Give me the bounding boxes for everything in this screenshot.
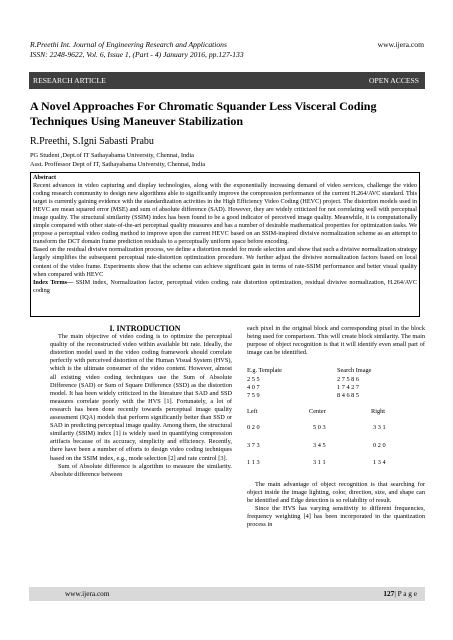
table-cell: 0 2 0 xyxy=(373,441,386,449)
journal-name: R.Preethi Int. Journal of Engineering Research and Applications xyxy=(30,40,227,49)
abstract-box xyxy=(30,172,420,317)
page-number-value: 127 xyxy=(383,589,395,598)
table-cell: 3 1 1 xyxy=(313,458,326,466)
intro-paragraph-2: Sum of Absolute difference is algorithm to measure the similarity. Absolute difference between xyxy=(50,462,232,478)
table-row xyxy=(247,442,425,450)
intro-paragraph-1: The main objective of video coding is to optimize the perceptual quality of the reconstructed video within available bit rate. Ideally, the distortion model used in the video coding framework should correlate perfectly with perceived distortion of the Human Visual System (HVS), which is the ultimate consumer of the video content. However, almost all existing video coding techniques use the Sum of Absolute Difference (SAD) or Sum of Square Difference (SSD) as the distortion model. It has been widely criticized in the literature that SAD and SSD measures correlate poorly with the HVS [1]. Fortunately, a lot of research has been done recently towards perceptual image quality assessment (IQA) models that perform significantly better than SSD or SAD in predicting perceptual image quality. Among them, the structural similarity (SSIM) index [1] is widely used in quantifying compression artifacts because of its accuracy, simplicity and efficiency. Recently, there have been a number of efforts to design video coding techniques based on the SSIM index, e.g., mode selection [2] and rate control [3]. xyxy=(50,333,232,462)
left-column xyxy=(50,325,232,479)
table-cell: 5 0 3 xyxy=(313,424,326,432)
table-cell: 2 5 5 xyxy=(247,375,260,383)
affiliations xyxy=(30,151,205,169)
authors: R.Preethi, S.Igni Sabasti Prabu xyxy=(30,136,154,147)
table-row xyxy=(247,459,425,467)
affiliation-2: Asst. Proffessor Dept of IT, Sathayabama University, Chennai, India xyxy=(30,161,206,168)
label-right: Right xyxy=(371,408,385,416)
table-cell: 4 0 7 xyxy=(247,383,260,391)
article-banner xyxy=(29,72,425,89)
issn-line: ISSN: 2248-9622, Vol. 6, Issue 1, (Part - 4) January 2016, pp.127-133 xyxy=(30,50,244,59)
index-terms xyxy=(33,279,417,295)
intro-paragraph-3: each pixel in the original block and corresponding pixel in the block being used for comparison. This will create block similarity. The main purpose of object recognition is that it will identify even small part of image can be identified. xyxy=(247,325,425,357)
table-row xyxy=(247,384,425,392)
running-header xyxy=(30,40,424,60)
abstract-paragraph-1: Recent advances in video capturing and display technologies, along with the exponentially increasing demand of video services, challenge the video coding research community to design new algorithms able to significantly improve the compression performance of the current H.264/AVC standard. This target is currently gaining evidence with the standardization activities in the High Efficiency Video Coding (HEVC) project. The distortion models used in HEVC are mean squared error (MSE) and sum of absolute difference (SAD). However, they are widely criticized for not correlating well with perceptual image quality. The structural similarity (SSIM) index has been found to be a good indicator of perceived image quality. Meanwhile, it is computationally simple compared with other state-of-the-art perceptual quality measures and has a number of desirable mathematical properties for optimization tasks. We propose a perceptual video coding method to improve upon the current HEVC based on an SSIM-inspired divisive normalization scheme as an attempt to transform the DCT domain frame prediction residuals to a perceptually uniform space before encoding. xyxy=(33,182,417,246)
table-cell: 3 4 5 xyxy=(313,441,326,449)
right-column xyxy=(247,325,425,530)
table-cell: 8 4 6 8 5 xyxy=(337,391,360,399)
affiliation-1: PG Student ,Dept.of IT Sathayabama University, Chennai, India xyxy=(30,152,194,159)
label-left: Left xyxy=(247,408,258,416)
paper-title: A Novel Approaches For Chromatic Squander Less Visceral Coding Techniques Using Maneuver Stabilization xyxy=(30,99,377,128)
abstract-paragraph-2: Based on the residual divisive normalization process, we define a distortion model for mode selection and show that such a divisive normalization strategy largely simplifies the subsequent perceptual rate-distortion optimization procedure. We further adjust the divisive normalization factors based on local content of the video frame. Experiments show that the scheme can achieve significant gain in terms of rate-SSIM performance and better visual quality when compared with HEVC xyxy=(33,246,417,278)
label-center: Center xyxy=(309,408,326,416)
table-cell: 0 2 0 xyxy=(247,424,260,432)
table-cell: 3 7 3 xyxy=(247,441,260,449)
table-cell: 7 5 9 xyxy=(247,391,260,399)
journal-site-link[interactable]: www.ijera.com xyxy=(377,40,424,49)
search-image-header: Search Image xyxy=(337,367,372,375)
index-terms-text: SSIM index, Normalization factor, perceptual video coding, rate distortion optimization, residual divisive normalization, H.264/AVC coding xyxy=(33,278,417,294)
sad-example-table xyxy=(247,367,425,467)
table-cell: 3 3 1 xyxy=(373,424,386,432)
table-cell: 2 7 5 8 6 xyxy=(337,375,360,383)
article-type: RESEARCH ARTICLE xyxy=(33,76,106,85)
page-number-label: | P a g e xyxy=(394,589,417,598)
page-number xyxy=(383,587,417,601)
abstract-heading: Abstract xyxy=(33,174,57,181)
table-row xyxy=(247,376,425,384)
table-row xyxy=(247,392,425,400)
table-cell: 1 3 4 xyxy=(373,458,386,466)
access-type: OPEN ACCESS xyxy=(368,76,419,85)
page-footer xyxy=(29,587,425,601)
right-paragraph-1: The main advantage of object recognition is that searching for object inside the image lighting, color, direction, size, and shape can be identified and Edge detection is so reliability of result. xyxy=(247,481,425,505)
table-cell: 1 1 3 xyxy=(247,458,260,466)
template-header: E.g. Template xyxy=(247,367,282,375)
section-heading-introduction: I. INTRODUCTION xyxy=(109,324,181,333)
right-paragraph-2: Since the HVS has varying sensitivity to different frequencies, frequency weighting [4] has been incorporated in the quantization process in xyxy=(247,505,425,529)
table-label-row xyxy=(247,408,425,416)
table-cell: 1 7 4 2 7 xyxy=(337,383,360,391)
index-terms-label: Index Terms— xyxy=(33,278,74,286)
footer-site-link[interactable]: www.ijera.com xyxy=(65,589,110,598)
table-header-row xyxy=(247,367,425,375)
table-row xyxy=(247,424,425,432)
